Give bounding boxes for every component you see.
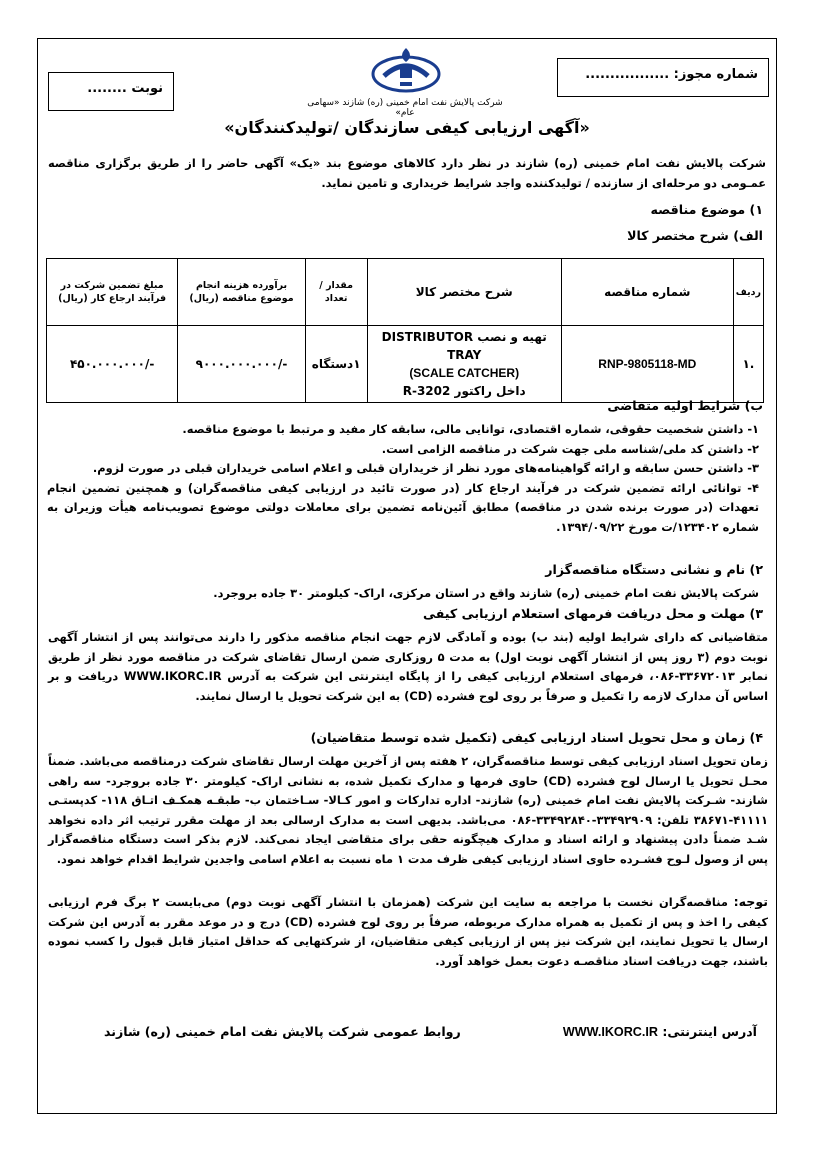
footer-address bbox=[563, 1024, 757, 1039]
cell-guarantee: ۴۵۰.۰۰۰.۰۰۰/- bbox=[47, 326, 178, 403]
section-3-title: ۳) مهلت و محل دریافت فرمهای استعلام ارزیابی کیفی bbox=[422, 606, 763, 621]
note-text: مناقصه‌گران نخست با مراجعه به سایت این شرکت (همزمان با انتشار آگهی نوبت دوم) می‌بایست ۲ برگ فرم ارزیابی کیفی را اخذ و پس از تکمیل به همراه مدارک مربوطه، صرفاً بر روی لوح فشرده (CD) درج و در موعد مقرر به آدرس این شرکت ارسال یا تحویل نمایند، این شرکت نیز پس از ارزیابی کیفی متقاضیان، از شرکتهایی که حداقل امتیاز قابل قبول را کسب نموده باشند، جهت دریافت اسناد مناقصـه دعوت بعمل خواهد آورد. bbox=[48, 895, 768, 968]
footer-signature: روابط عمومی شرکت پالایش نفت امام خمینی (ره) شازند bbox=[104, 1024, 461, 1039]
company-line: شرکت پالایش نفت امام خمینی (ره) شازند «سهامی عام» bbox=[307, 98, 503, 118]
section-2-title: ۲) نام و نشانی دستگاه مناقصه‌گزار bbox=[545, 562, 763, 577]
header-estimate: برآورده هزینه انجام موضوع مناقصه (ریال) bbox=[178, 259, 305, 326]
cell-estimate: ۹۰۰۰.۰۰۰.۰۰۰/- bbox=[178, 326, 305, 403]
section-4-title: ۴) زمان و محل تحویل اسناد ارزیابی کیفی (تکمیل شده توسط متقاضیان) bbox=[310, 730, 763, 745]
header-tender-number: شماره مناقصه bbox=[561, 259, 733, 326]
section-a-title: الف) شرح مختصر کالا bbox=[627, 228, 763, 243]
list-item: ۲- داشتن کد ملی/شناسه ملی جهت شرکت در مناقصه الزامی است. bbox=[381, 441, 759, 456]
header-index: ردیف bbox=[733, 259, 763, 326]
conditions-list bbox=[47, 420, 759, 538]
turn-box bbox=[48, 72, 174, 111]
desc-line-2: (SCALE CATCHER) bbox=[409, 366, 520, 380]
section-b-title: ب) شرایط اولیه متقاضی bbox=[607, 398, 763, 413]
page-title: «آگهی ارزیابی کیفی سازندگان /تولیدکنندگان» bbox=[224, 118, 590, 137]
header-guarantee: مبلغ تضمین شرکت در فرآیند ارجاع کار (ریال) bbox=[47, 259, 178, 326]
list-item: ۴- توانائی ارائه تضمین شرکت در فرآیند ارجاع کار (در صورت تائید در ارزیابی کیفی مناقصه‌گران) و همچنین تضمین انجام تعهدات (در صورت برنده شدن در مناقصه) مطابق آئین‌نامه تضمین برای معاملات دولتی موضوع تصویب‌نامه هیأت وزیران به شماره ۱۲۳۴۰۲/ت مورخ ۱۳۹۴/۰۹/۲۲. bbox=[47, 480, 759, 534]
note-block bbox=[48, 892, 768, 971]
section-3-text: متقاضیانی که دارای شرایط اولیه (بند ب) بوده و آمادگی لازم جهت انجام مناقصه مذکور را دارند می‌توانند پس از انتشار آگهی نوبت دوم (۳ روز پس از انتشار آگهی نوبت اول) به مدت ۵ روزکاری ضمن ارسال تقاضای شرکت در مناقصه مورد نظر از طریق نمابر ۳۳۶۷۲۰۱۳-۰۸۶، فرمهای استعلام ارزیابی کیفی را از پایگاه اینترنتی این شرکت به آدرس WWW.IKORC.IR دریافت و بر اساس آن مدارک لازمه را تکمیل و صرفاً بر روی لوح فشرده (CD) به این شرکت تحویل یا ارسال نمایند. bbox=[48, 630, 768, 703]
goods-table bbox=[46, 258, 764, 403]
cell-tender-number: RNP-9805118-MD bbox=[561, 326, 733, 403]
permit-number-box bbox=[557, 58, 769, 97]
desc-line-1: تهیه و نصب DISTRIBUTOR TRAY bbox=[381, 330, 547, 362]
section-1-title: ۱) موضوع مناقصه bbox=[650, 202, 763, 217]
permit-number-label: شماره مجوز: ................. bbox=[585, 67, 758, 82]
note-label: توجه: bbox=[733, 894, 768, 909]
cell-description bbox=[367, 326, 561, 403]
desc-line-3: داخل راکتور R-3202 bbox=[402, 384, 526, 398]
list-item: ۳- داشتن حسن سابقه و ارائه گواهینامه‌های مورد نظر از خریداران قبلی و اعلام اسامی خریداران قبلی در صورت لزوم. bbox=[92, 461, 759, 476]
intro-text: شرکت پالایش نفت امام خمینی (ره) شازند در نظر دارد کالاهای موضوع بند «یک» آگهی حاضر را از طریق برگزاری مناقصه عمـومی دو مرحله‌ای از سازنده / تولیدکننده واجد شرایط خریداری و تامین نماید. bbox=[48, 156, 766, 190]
cell-index: .۱ bbox=[733, 326, 763, 403]
address-label: آدرس اینترنتی: bbox=[662, 1024, 757, 1039]
table-row bbox=[47, 326, 764, 403]
nioc-logo-icon bbox=[370, 46, 442, 96]
website-link[interactable]: WWW.IKORC.IR bbox=[562, 1025, 658, 1039]
header-description: شرح مختصر کالا bbox=[367, 259, 561, 326]
list-item: ۱- داشتن شخصیت حقوقی، شماره اقتصادی، توانایی مالی، سابقه کار مفید و مرتبط با موضوع مناقصه. bbox=[182, 422, 759, 436]
section-2-text: شرکت پالایش نفت امام خمینی (ره) شازند واقع در استان مرکزی، اراک- کیلومتر ۳۰ جاده بروجرد. bbox=[213, 586, 759, 600]
cell-quantity: ۱دستگاه bbox=[305, 326, 367, 403]
section-4-text: زمان تحویل اسناد ارزیابی کیفی توسط مناقصه‌گران، ۲ هفته پس از آخرین مهلت ارسال تقاضای شرکت درمناقصه می‌باشد. ضمناً محـل تحویل یا ارسال لوح فشرده (CD) حاوی فرمها و مدارک تکمیل شده، به نشانی اراک- کیلومتر ۳۰ جاده بروجرد- سه راهی شازند- شـرکت پالایش نفت امام خمینی (ره) شازند- اداره تدارکات و امور کـالا- سـاختمان ب- طبقـه همکـف اتـاق ۱۱۸- کدپستـی ۴۱۱۱۱-۳۸۶۷۱ تلفن: ۳۳۴۹۲۹۰۹-۳۳۴۹۲۸۴۰-۰۸۶ می‌باشد. بدیهی است به مدارک ارسالی بعد از مهلت مقرر ترتیب اثر داده نخواهد شـد ضمناً دادن پیشنهاد و ارائه اسناد و مدارک هیچگونه حقی برای متقاضی ایجاد نمی‌کند. لازم بذکر است دستگاه مناقصه‌گزار پس از وصول لـوح فشـرده حاوی اسناد ارزیابی کیفی ظرف مدت ۱ ماه نسبت به اعلام اسامی واجدین شرایط اقدام خواهد نمود. bbox=[48, 754, 768, 866]
turn-label: نوبت ........ bbox=[87, 81, 163, 96]
table-header-row bbox=[47, 259, 764, 326]
header-quantity: مقدار / تعداد bbox=[305, 259, 367, 326]
